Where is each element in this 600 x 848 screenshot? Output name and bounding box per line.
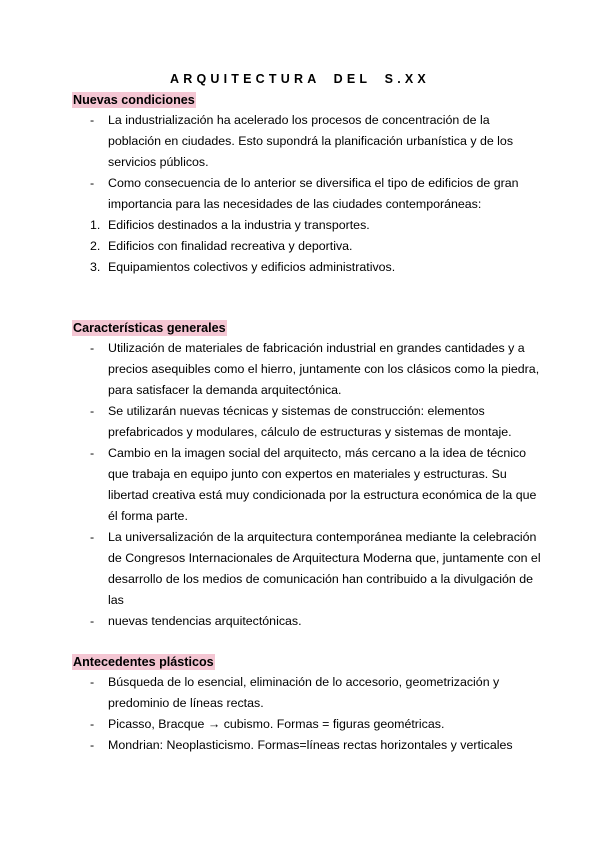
numbered-item [72,257,542,278]
list-item: - La industrialización ha acelerado los procesos de concentración de la población en ciudades. Esto supondrá la planificación urbanística y de los servicios públicos. [72,110,542,173]
list-item: - Picasso, Bracque → cubismo. Formas = figuras geométricas. [72,714,542,735]
list-item: - Se utilizarán nuevas técnicas y sistemas de construcción: elementos prefabricados y modulares, cálculo de estructuras y sistemas de montaje. [72,401,542,443]
section-antecedentes-plasticos [72,654,542,756]
item-text: Equipamientos colectivos y edificios administrativos. [108,260,396,274]
section-heading: Antecedentes plásticos [73,655,214,669]
section-heading: Nuevas condiciones [73,93,195,107]
list-item: - nuevas tendencias arquitectónicas. [72,611,542,632]
document-title: ARQUITECTURA DEL S.XX [170,72,430,86]
item-number: 2. [90,239,101,253]
item-text: Edificios destinados a la industria y transportes. [108,218,370,232]
bullet-list [72,338,542,632]
item-number: 1. [90,218,101,232]
list-item: - Como consecuencia de lo anterior se diversifica el tipo de edificios de gran importancia para las necesidades de las ciudades contemporáneas: [72,173,542,215]
section-heading: Características generales [73,321,226,335]
bullet-list [72,672,542,756]
item-number: 3. [90,260,101,274]
list-item: - Mondrian: Neoplasticismo. Formas=líneas rectas horizontales y verticales [72,735,542,756]
list-item: - Búsqueda de lo esencial, eliminación de lo accesorio, geometrización y predominio de líneas rectas. [72,672,542,714]
numbered-item [72,215,542,236]
section-nuevas-condiciones [72,92,542,278]
section-caracteristicas-generales [72,320,542,632]
bullet-list [72,110,542,215]
list-item: - La universalización de la arquitectura contemporánea mediante la celebración de Congresos Internacionales de Arquitectura Moderna que, juntamente con el desarrollo de los medios de comunicación han contribuido a la divulgación de las [72,527,542,611]
list-item: - Cambio en la imagen social del arquitecto, más cercano a la idea de técnico que trabaja en equipo junto con expertos en materiales y estructuras. Su libertad creativa está muy condicionada por la estructura económica de la que él forma parte. [72,443,542,527]
numbered-item [72,236,542,257]
list-item: - Utilización de materiales de fabricación industrial en grandes cantidades y a precios asequibles como el hierro, juntamente con los clásicos como la piedra, para satisfacer la demanda arquitectónica. [72,338,542,401]
numbered-list [72,215,542,278]
item-text: Edificios con finalidad recreativa y deportiva. [108,239,353,253]
